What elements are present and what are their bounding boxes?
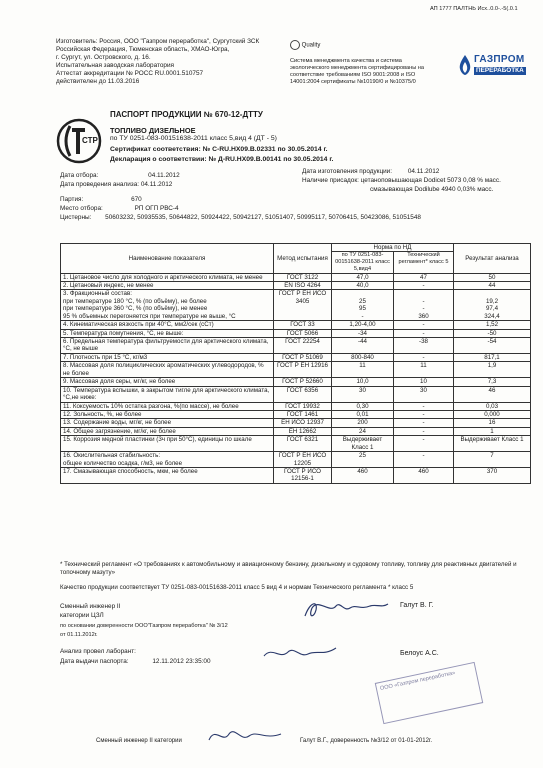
cell-result: 1,9 (454, 362, 531, 378)
table-row (61, 452, 531, 468)
col-name-header: Наименование показателя (61, 244, 274, 274)
table-row (61, 386, 531, 402)
table-row (61, 281, 531, 289)
engineer-note-2: от 01.11.2012г. (60, 632, 98, 638)
analysis-date-value: 04.11.2012 (140, 181, 173, 188)
stamp (375, 662, 484, 724)
table-row (61, 378, 531, 386)
signature-icon (205, 724, 285, 746)
results-table (60, 243, 531, 484)
issuer-line: Российская Федерация, Тюменская область, ХМАО-Югра, (56, 46, 230, 53)
analysis-date-label: Дата проведения анализа: (60, 181, 140, 188)
cell-name: 1. Цетановое число для холодного и арктического климата, не менее (61, 273, 274, 281)
product-spec: по ТУ 0251-083-00151638-2011 класс 5,вид 4 (ДТ - 5) (110, 135, 277, 142)
mfg-date-label: Дата изготовления продукции: (302, 168, 393, 175)
footnote-2: Качество продукции соответствует ТУ 0251-083-00151638-2011 класс 5 вид 4 и нормам Технического регламента * класс 5 (60, 584, 414, 591)
cell-result: 817,1 (454, 353, 531, 361)
certification-block (290, 58, 455, 86)
cell-name: 12. Зольность, %, не более (61, 410, 274, 418)
cell-name: 16. Окислительная стабильность: общее количество осадка, г/м3, не более (61, 452, 274, 468)
cell-result: 0,03 (454, 402, 531, 410)
cell-tu: 30 (332, 386, 394, 402)
cell-techreg: - (394, 321, 454, 329)
cell-tu: 0,01 (332, 410, 394, 418)
quality-logo (290, 40, 320, 50)
footnote-1: * Технический регламент «О требованиях к автомобильному и авиационному бензину, дизельному и судовому топливу, топливу для реактивных двигателей и топочному мазуту» (60, 561, 517, 576)
mfg-date (302, 168, 439, 176)
cell-name: 9. Массовая доля серы, мг/кг, не более (61, 378, 274, 386)
lab-label: Анализ провел лаборант: (60, 648, 136, 655)
batch (60, 196, 142, 204)
cell-techreg: 30 (394, 386, 454, 402)
batch-value: 670 (131, 196, 142, 203)
signature-icon (260, 642, 340, 664)
additives (302, 177, 501, 185)
cell-method: EN ISO 4264 (274, 281, 332, 289)
cell-techreg: - (394, 419, 454, 427)
cell-method: ГОСТ Р ИСО 12156-1 (274, 468, 332, 484)
cell-name: 4. Кинематическая вязкость при 40°С, мм2/сек (сСт) (61, 321, 274, 329)
cell-name: 11. Коксуемость 10% остатка разгона, %(по массе), не более (61, 402, 274, 410)
quality-icon (290, 40, 300, 50)
cell-result: 46 (454, 386, 531, 402)
cell-tu: 800-840 (332, 353, 394, 361)
cell-tu: -44 (332, 338, 394, 354)
cell-name: 7. Плотность при 15 °С, кг/м3 (61, 353, 274, 361)
sample-date-value: 04.11.2012 (148, 172, 180, 179)
cell-result: Выдерживает Класс 1 (454, 436, 531, 452)
cell-method: ГОСТ 22254 (274, 338, 332, 354)
cell-name: 10. Температура вспышки, в закрытом тигле для арктического климата, °С,не ниже: (61, 386, 274, 402)
cell-method: ГОСТ 5066 (274, 329, 332, 337)
cert-line: 14001:2004 сертификаты №10190/0 и №10375/0 (290, 78, 416, 85)
cell-result: 1 (454, 427, 531, 435)
cell-name: 3. Фракционный состав: при температуре 180 °С, % (по объёму), не более при температуре 360 °С, % (по объёму), не менее 95 % объемных перегоняется при температуре не выше, °С (61, 290, 274, 321)
table-row (61, 362, 531, 378)
cell-method: ГОСТ 3122 (274, 273, 332, 281)
additives-label: Наличие присадок: (302, 177, 359, 184)
engineer-title-1: Сменный инженер II (60, 603, 121, 610)
cell-result: 1,52 (454, 321, 531, 329)
cell-techreg: 47 (394, 273, 454, 281)
cell-tu: 24 (332, 427, 394, 435)
cell-name: 15. Коррозия медной пластинки (3ч при 50°С), единицы по шкале (61, 436, 274, 452)
cell-name: 17. Смазывающая способность, мкм, не более (61, 468, 274, 484)
cell-result: 50 (454, 273, 531, 281)
table-row (61, 436, 531, 452)
header-note: АП 1777 ПАЛТНЬ Исх..0.0-.-5(.0.1 (430, 6, 518, 12)
cell-result: -50 (454, 329, 531, 337)
cell-tu: -34 (332, 329, 394, 337)
cell-method: ГОСТ Р ЕН 12916 (274, 362, 332, 378)
cell-name: 6. Предельная температура фильтруемости для арктического климата, °С, не выше (61, 338, 274, 354)
cell-tu: 10,0 (332, 378, 394, 386)
bottom-right-label: Галут В.Г., доверенность №3/12 от 01-01-2012г. (300, 738, 433, 744)
cell-tu: 460 (332, 468, 394, 484)
cell-tu: 25 95 - (332, 290, 394, 321)
table-header-row (61, 244, 531, 252)
place-label: Место отбора: (60, 205, 103, 212)
cell-techreg: 10 (394, 378, 454, 386)
issue-date-value: 12.11.2012 23:35:00 (152, 658, 211, 665)
sample-date-label: Дата отбора: (60, 172, 99, 179)
col-method-header: Метод испытания (274, 244, 332, 274)
issuer-line: Изготовитель: Россия, ООО "Газпром переработка", Сургутский ЗСК (56, 38, 260, 45)
cell-result: 7,3 (454, 378, 531, 386)
table-row (61, 338, 531, 354)
issue-date-label: Дата выдачи паспорта: (60, 658, 129, 665)
cell-tu: 0,30 (332, 402, 394, 410)
col-tu-header: по ТУ 0251-083-00151638-2011 класс 5,вид4 (332, 252, 394, 273)
table-row (61, 468, 531, 484)
issuer-line: г. Сургут, ул. Островского, д. 16. (56, 54, 151, 61)
sampling-place (60, 205, 179, 213)
cell-techreg: - (394, 402, 454, 410)
table-row (61, 273, 531, 281)
declaration-line: Декларация о соответствии: № Д-RU.НХ09.В.00141 по 30.05.2014 г. (110, 156, 334, 163)
cell-name: 13. Содержание воды, мг/кг, не более (61, 419, 274, 427)
cert-line: Система менеджмента качества и система (290, 58, 402, 64)
cell-tu: 1,20-4,00 (332, 321, 394, 329)
cell-result: 16 (454, 419, 531, 427)
cell-name: 14. Общее загрязнение, мг/кг, не более (61, 427, 274, 435)
additive-1: цетаноповышающая Dodicet 5073 0,08 % масс. (360, 177, 501, 184)
issuer-block (56, 38, 266, 86)
col-norm-header: Норма по НД (332, 244, 454, 252)
cell-tu: 40,0 (332, 281, 394, 289)
table-row (61, 402, 531, 410)
cell-result: 44 (454, 281, 531, 289)
table-row (61, 419, 531, 427)
str-logo (56, 118, 102, 167)
table-row (61, 353, 531, 361)
place-value: РП ОГП РВС-4 (134, 205, 179, 212)
cell-techreg: - (394, 281, 454, 289)
product-name: ТОПЛИВО ДИЗЕЛЬНОЕ (110, 126, 196, 135)
lab-name: Белоус А.С. (400, 650, 439, 657)
flame-icon (458, 54, 472, 76)
str-logo-text: СТР (82, 136, 98, 145)
cell-method: ГОСТ 1461 (274, 410, 332, 418)
quality-label: Quality (301, 42, 321, 49)
bottom-signature (205, 724, 285, 749)
cell-method: ГОСТ Р 51069 (274, 353, 332, 361)
cell-techreg: 460 (394, 468, 454, 484)
cell-method: ГОСТ 6321 (274, 436, 332, 452)
cell-method: ЕН 12662 (274, 427, 332, 435)
cell-name: 5. Температура помутнения, °С, не выше: (61, 329, 274, 337)
cert-line: соответствие требованиям ISO 9001:2008 и ISO (290, 71, 416, 78)
cell-name: 2. Цетановый индекс, не менее (61, 281, 274, 289)
engineer-note-1: по основании доверенности ООО"Газпром переработка" № 3/12 (60, 623, 228, 629)
stamp-text: ООО «Газпром переработка» (379, 670, 456, 693)
issuer-line: действителен до 11.03.2016 (56, 78, 140, 85)
cell-techreg: - - 360 (394, 290, 454, 321)
cell-result: 19,2 97,4 324,4 (454, 290, 531, 321)
analysis-date (60, 181, 172, 189)
cell-techreg: - (394, 353, 454, 361)
cell-techreg: - (394, 410, 454, 418)
table-row (61, 321, 531, 329)
cell-method: ГОСТ Р 52660 (274, 378, 332, 386)
cell-techreg: - (394, 452, 454, 468)
cell-result: -54 (454, 338, 531, 354)
issue-date (60, 658, 211, 666)
lab-signature (260, 642, 340, 667)
engineer-signature (300, 596, 390, 627)
sample-date (60, 172, 180, 180)
brand-name: ГАЗПРОМ (474, 54, 525, 65)
cell-techreg: - (394, 436, 454, 452)
signature-icon (300, 596, 390, 624)
cert-line: экологического менеджмента сертифицированы на (290, 64, 424, 71)
cell-techreg: - (394, 427, 454, 435)
cell-method: ГОСТ 19932 (274, 402, 332, 410)
table-row (61, 290, 531, 321)
cell-method: ГОСТ Р ЕН ИСО 12205 (274, 452, 332, 468)
cell-result: 7 (454, 452, 531, 468)
tanks-value: 50603232, 50935535, 50644822, 50924422, 50942127, 51051407, 50995117, 50706415, 50423086, 51051548 (105, 214, 421, 221)
issuer-line: Испытательная заводская лаборатория (56, 62, 175, 69)
cell-method: ЕН ИСО 12937 (274, 419, 332, 427)
engineer-title-2: категории ЦЗЛ (60, 612, 104, 619)
table-row (61, 329, 531, 337)
tanks (60, 214, 421, 222)
batch-label: Партия: (60, 196, 84, 203)
cell-name: 8. Массовая доля полициклических ароматических углеводородов, % не более (61, 362, 274, 378)
cell-techreg: -38 (394, 338, 454, 354)
cell-result: 370 (454, 468, 531, 484)
cell-tu: 11 (332, 362, 394, 378)
cell-tu: 25 (332, 452, 394, 468)
passport-title: ПАСПОРТ ПРОДУКЦИИ № 670-12-ДТТУ (110, 110, 263, 119)
cell-method: ГОСТ Р ЕН ИСО 3405 (274, 290, 332, 321)
mfg-date-value: 04.11.2012 (407, 168, 440, 175)
cell-result: 0,000 (454, 410, 531, 418)
cell-method: ГОСТ 33 (274, 321, 332, 329)
cell-tu: 200 (332, 419, 394, 427)
col-techreg-header: Технический регламент* класс 5 (394, 252, 454, 273)
table-row (61, 410, 531, 418)
certificate-line: Сертификат соответствия: № С-RU.НХ09.В.02331 по 30.05.2014 г. (110, 146, 328, 153)
tanks-label: Цистерны: (60, 214, 92, 221)
additive-2: смазывающая Dodilube 4940 0,03% масс. (370, 186, 494, 193)
cell-tu: 47,0 (332, 273, 394, 281)
brand-sub: ПЕРЕРАБОТКА (476, 67, 524, 74)
table-row (61, 427, 531, 435)
issuer-line: Аттестат аккредитации № РОСС RU.0001.510757 (56, 70, 204, 77)
engineer-name: Галут В. Г. (400, 602, 434, 609)
col-result-header: Результат анализа (454, 244, 531, 274)
cell-techreg: 11 (394, 362, 454, 378)
cell-tu: Выдерживает Класс 1 (332, 436, 394, 452)
cell-method: ГОСТ 6356 (274, 386, 332, 402)
bottom-left-label: Сменный инженер II категории (96, 738, 182, 744)
cell-techreg: - (394, 329, 454, 337)
